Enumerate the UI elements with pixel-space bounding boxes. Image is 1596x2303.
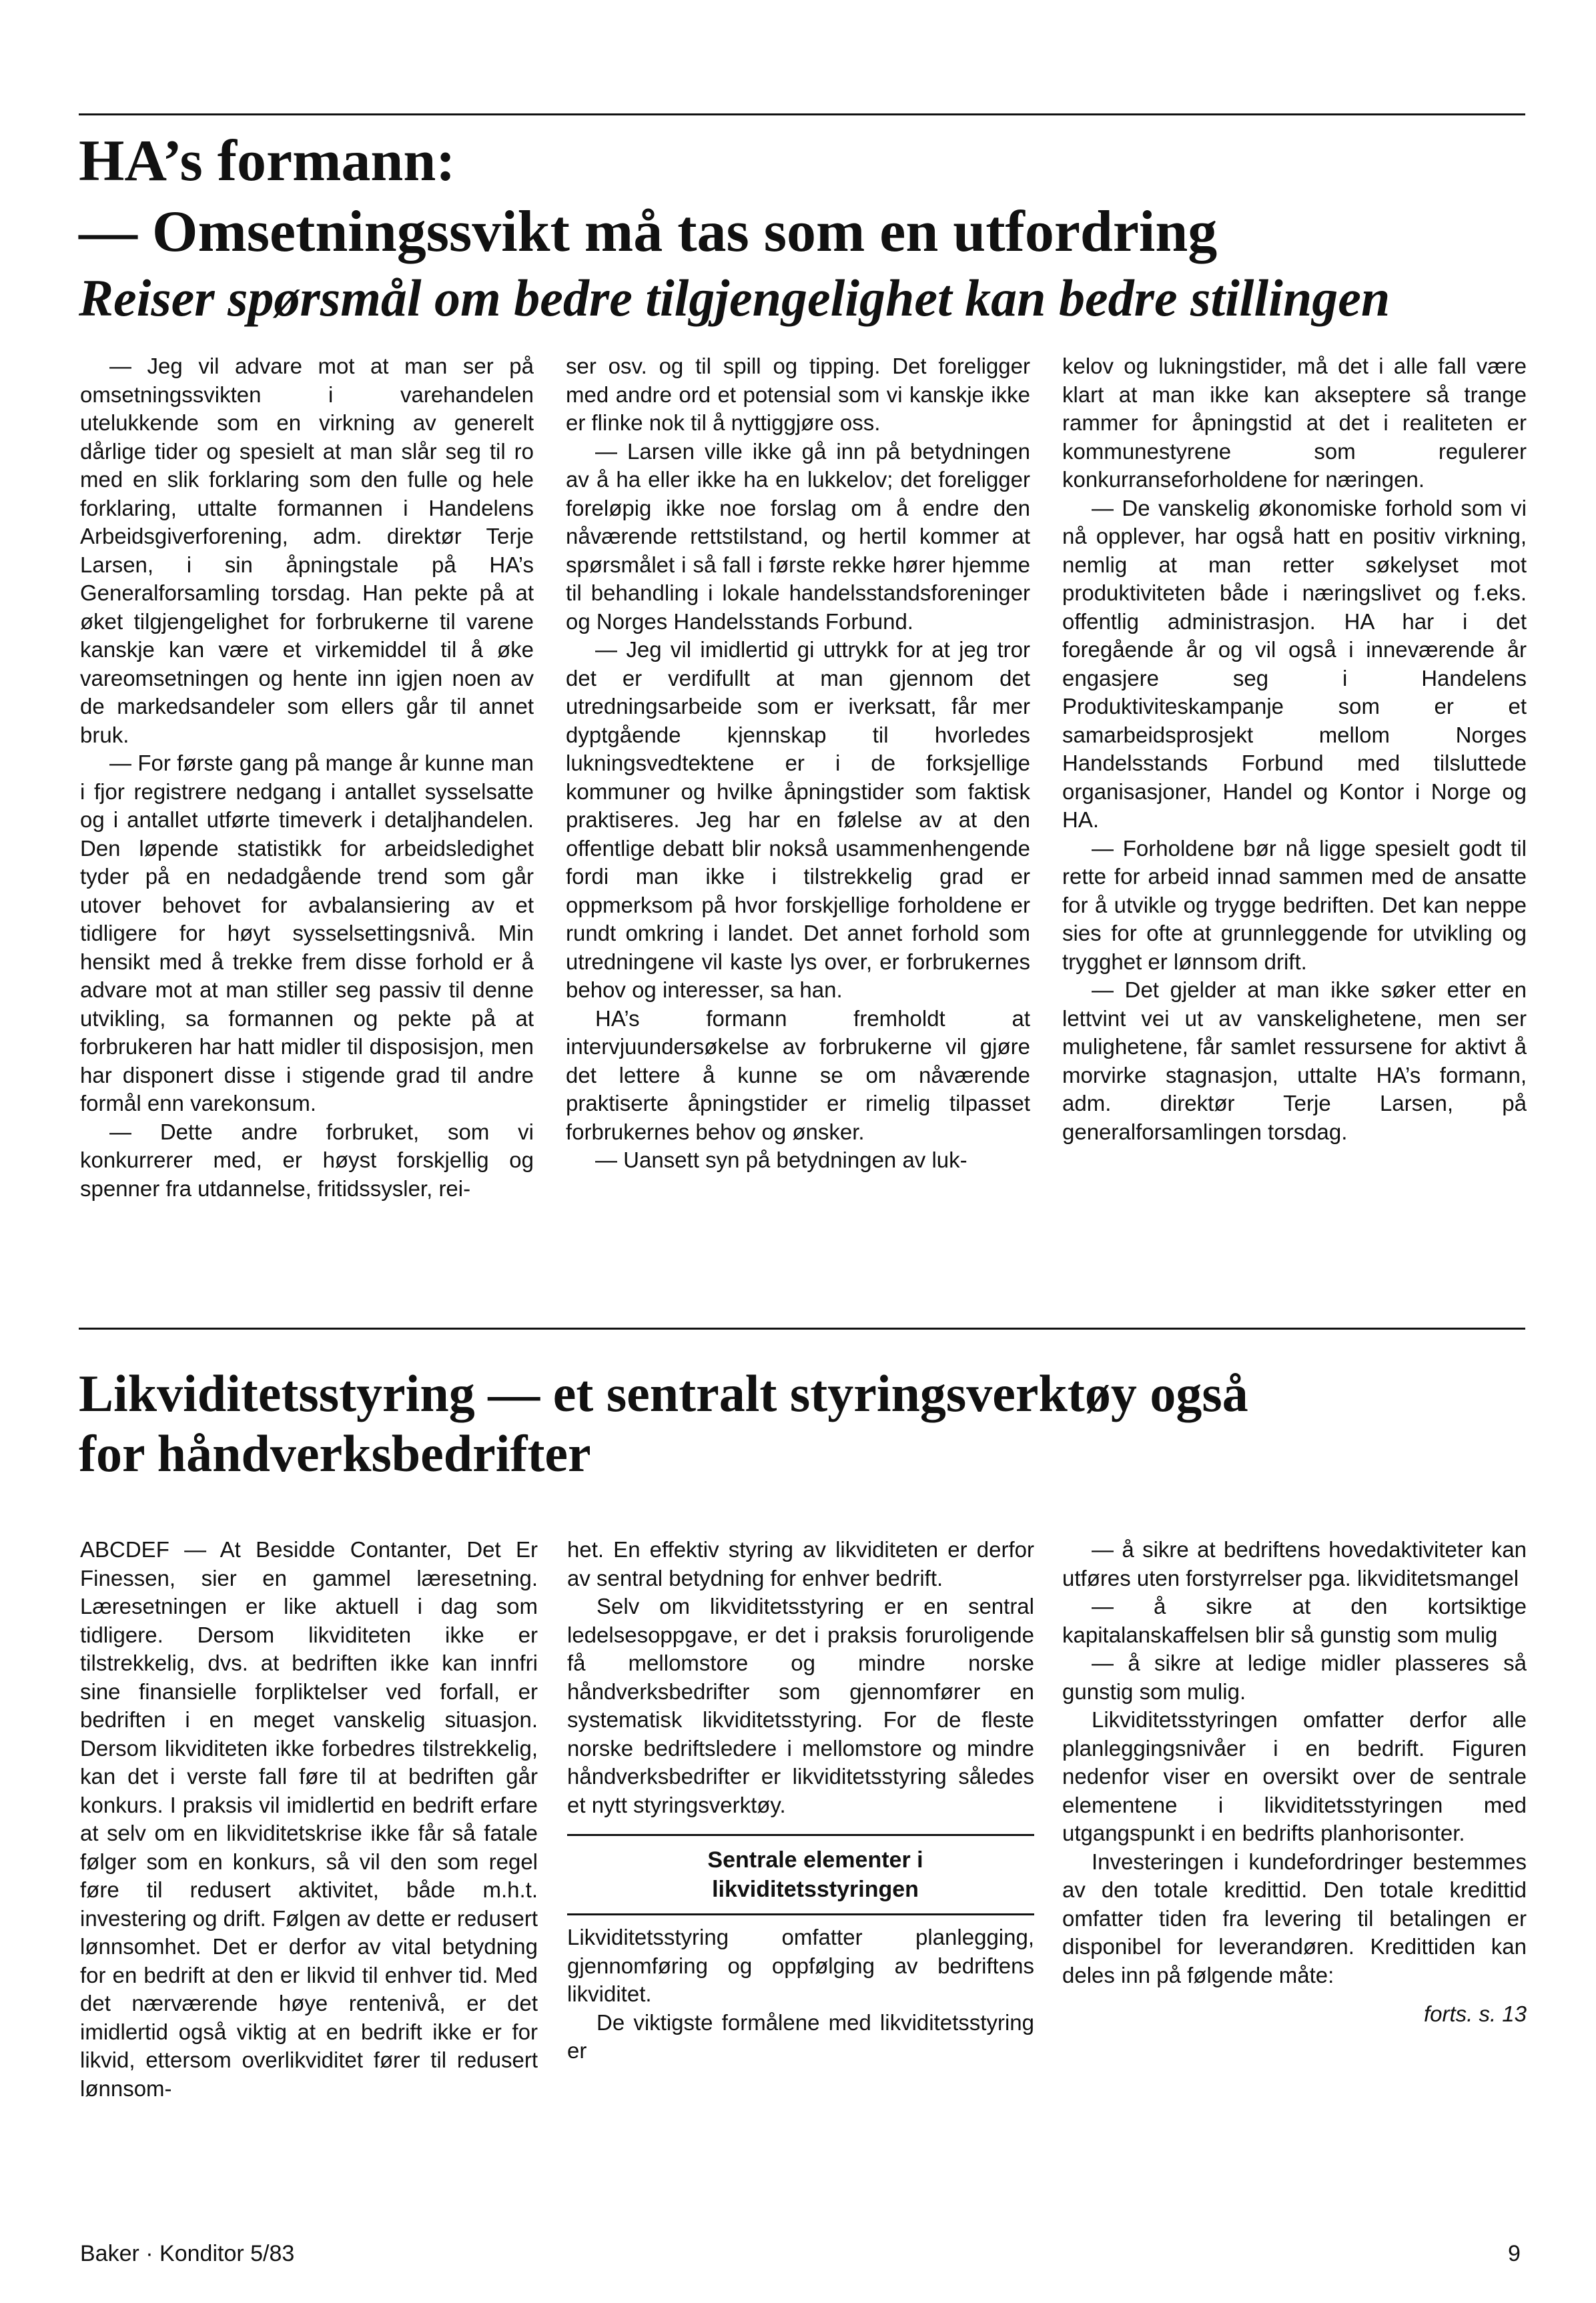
top-rule [79,113,1525,115]
page-number: 9 [1508,2241,1521,2266]
section-divider [79,1328,1525,1330]
paragraph: — Uansett syn på betydningen av luk- [595,1147,967,1172]
paragraph: — å sikre at den kortsiktige kapitalanskaffelsen blir så gunstig som mulig [1062,1594,1527,1647]
paragraph: het. En effektiv styring av likviditeten er derfor av sentral betydning for enhver bedrift. [567,1537,1034,1590]
article1-column-2 [566,352,1030,1175]
article1-subheadline: Reiser spørsmål om bedre tilgjengelighet kan bedre stillingen [79,269,1390,327]
publication-footer: Baker · Konditor 5/83 [80,2241,295,2266]
info-box-title-line1: Sentrale elementer i [707,1847,923,1873]
paragraph: — De vanskelig økonomiske forhold som vi nå opplever, har også hatt en positiv virkning, nemlig at man retter søkelyset mot produktiviteten både i næringslivet og f.eks. offentlig administrasjon. HA har i det foregående år og vil også i inneværende år engasjere seg i Handelens Produktiviteskampanje som er et samarbeidsprosjekt mellom Norges Handelsstands Forbund med tilsluttede organisasjoner, Handel og Kontor i Norge og HA. [1062,495,1527,832]
article1-column-3 [1062,352,1527,1146]
article2-headline-line2: for håndverksbedrifter [79,1424,591,1482]
paragraph: kelov og lukningstider, må det i alle fall være klart at man ikke kan akseptere så trange rammer for åpningstid at det i realiteten er kommunestyrene som regulerer konkurranseforholdene for næringen. [1062,354,1527,492]
paragraph: — å sikre at ledige midler plasseres så gunstig som mulig. [1062,1651,1527,1704]
article2-column-1 [80,1536,538,2103]
article1-column-1 [80,352,534,1203]
article2-column-2 [567,1536,1034,2065]
paragraph: — Jeg vil advare mot at man ser på omsetningssvikten i varehandelen utelukkende som en virkning av generelt dårlige tider og spesielt at man slår seg til ro med en slik forklaring som den fulle og hele forklaring, uttalte formannen i Handelens Arbeidsgiverforening, adm. direktør Terje Larsen, i sin åpningstale på HA’s Generalforsamling torsdag. Han pekte på at øket tilgjengelighet for forbrukerne til varene kanskje kan være et virkemiddel til å øke vareomsetningen og hente inn igjen noen av de markedsandeler som ellers går til annet bruk. [80,354,534,747]
article1-headline-line2: — Omsetningssvikt må tas som en utfordring [79,199,1218,264]
paragraph: ser osv. og til spill og tipping. Det foreligger med andre ord et potensial som vi kanskje ikke er flinke nok til å nyttiggjøre oss. [566,354,1030,435]
article2-headline-line1: Likviditetsstyring — et sentralt styringsverktøy også [79,1364,1248,1422]
paragraph: HA’s formann fremholdt at intervjuundersøkelse av forbrukerne vil gjøre det lettere å kunne se om nåværende praktiserte åpningstider er rimelig tilpasset forbrukernes behov og ønsker. [566,1005,1030,1144]
paragraph: — For første gang på mange år kunne man i fjor registrere nedgang i antallet sysselsatte og i antallet utførte timeverk i detaljhandelen. Den løpende statistikk for arbeidsledighet tyder på en nedadgående trend som går utover behovet for avbalansiering av et tidligere for høyt sysselsettingsnivå. Min hensikt med å trekke frem disse forhold er å advare mot at man stiller seg passiv til denne utvikling, sa formannen og pekte på at forbrukeren har hatt midler til disposisjon, men har disponert disse i stigende grad til andre formål enn varekonsum. [80,751,534,1115]
paragraph: Likviditetsstyring omfatter planlegging, gjennomføring og oppfølging av bedriftens likviditet. [567,1925,1034,2006]
paragraph: — å sikre at bedriftens hovedaktiviteter kan utføres uten forstyrrelser pga. likviditetsmangel [1062,1537,1527,1590]
info-box-title-line2: likviditetsstyringen [712,1877,919,1902]
article2-column-3 [1062,1536,1527,2029]
paragraph: ABCDEF — At Besidde Contanter, Det Er Finessen, sier en gammel læresetning. Læresetningen er like aktuell i dag som tidligere. Dersom likviditeten ikke er tilstrekkelig, dvs. at bedriften ikke kan innfri sine finansielle forpliktelser ved forfall, er bedriften i en meget vanskelig situasjon. Dersom likviditeten ikke forbedres tilstrekkelig, kan det i verste fall føre til at bedriften går konkurs. I praksis vil imidlertid en bedrift erfare at selv om en likviditetskrise ikke får så fatale følger som en konkurs, så vil den som regel føre til redusert aktivitet, både m.h.t. investering og drift. Følgen av dette er redusert lønnsomhet. Det er derfor av vital betydning for en bedrift at den er likvid til enhver tid. Med det nærværende høye rentenivå, er det imidlertid også viktig at en bedrift ikke er for likvid, ettersom overlikviditet fører til redusert lønnsom- [80,1537,538,2101]
paragraph: Likviditetsstyringen omfatter derfor alle planleggingsnivåer i en bedrift. Figuren nedenfor viser en oversikt over de sentrale elementene i likviditetsstyringen med utgangspunkt i en bedrifts planhorisonter. [1062,1707,1527,1845]
paragraph: Investeringen i kundefordringer bestemmes av den totale kredittid. Den totale kredittid omfatter tiden fra levering til betalingen er disponibel for leverandøren. Kredittiden kan deles inn på følgende måte: [1062,1849,1527,1987]
paragraph: — Dette andre forbruket, som vi konkurrerer med, er høyst forskjellig og spenner fra utdannelse, fritidssysler, rei- [80,1119,534,1201]
paragraph: — Jeg vil imidlertid gi uttrykk for at jeg tror det er verdifullt at man gjennom det utredningsarbeide som er iverksatt, får mer dyptgående kjennskap til hvorledes lukningsvedtektene er i de forksjellige kommuner og hvilke åpningstider som faktisk praktiseres. Jeg har en følelse av at den offentlige debatt blir nokså usammenhengende fordi man ikke i tilstrekkelig grad er oppmerksom på hvor forskjellige forholdene er rundt omkring i landet. Det annet forhold som utredningene vil kaste lys over, er forbrukernes behov og interesser, sa han. [566,637,1030,1002]
article1-headline-line1: HA’s formann: [79,129,456,193]
info-box [567,1834,1034,2065]
paragraph: Selv om likviditetsstyring er en sentral ledelsesoppgave, er det i praksis foruroligende få mellomstore og mindre norske håndverksbedrifter som gjennomfører en systematisk likviditetsstyring. For de fleste norske bedriftsledere i mellomstore og mindre håndverksbedrifter er likviditetsstyring således et nytt styringsverktøy. [567,1594,1034,1817]
info-box-rule [567,1913,1034,1915]
paragraph: De viktigste formålene med likviditetsstyring er [567,2009,1034,2063]
paragraph: — Forholdene bør nå ligge spesielt godt til rette for arbeid innad sammen med de ansatte for å utvikle og trygge bedriften. Det kan neppe sies for ofte at grunnleggende for utvikling og trygghet er lønnsom drift. [1062,835,1527,974]
paragraph: — Larsen ville ikke gå inn på betydningen av å ha eller ikke ha en lukkelov; det foreligger foreløpig ikke noe forslag om å endre den nåværende rettstilstand, og hertil kommer at spørsmålet i så fall i første rekke hører hjemme til behandling i lokale handelsstandsforeninger og Norges Handelsstands Forbund. [566,438,1030,634]
continued-note: forts. s. 13 [1423,2001,1527,2026]
paragraph: — Det gjelder at man ikke søker etter en lettvint vei ut av vanskelighetene, men ser mulighetene, får samlet ressursene for aktivt å morvirke stagnasjon, uttalte HA’s formann, adm. direktør Terje Larsen, på generalforsamlingen torsdag. [1062,977,1527,1144]
